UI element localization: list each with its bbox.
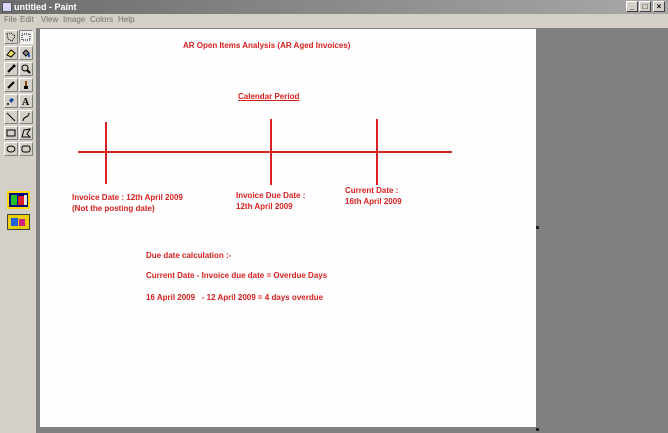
curve-icon[interactable] bbox=[19, 110, 33, 124]
title-bar bbox=[0, 0, 668, 14]
resize-handle-corner[interactable] bbox=[536, 428, 539, 431]
toolbox bbox=[0, 28, 36, 433]
pencil-icon[interactable] bbox=[4, 78, 18, 92]
diagram-title: AR Open Items Analysis (AR Aged Invoices) bbox=[183, 41, 351, 50]
rectangle-icon[interactable] bbox=[4, 126, 18, 140]
polygon-icon[interactable] bbox=[19, 126, 33, 140]
line-icon[interactable] bbox=[4, 110, 18, 124]
calendar-period-label: Calendar Period bbox=[238, 92, 300, 101]
invoice-date-label: Invoice Date : 12th April 2009 bbox=[72, 193, 183, 202]
invoice-date-marker bbox=[105, 122, 107, 184]
window-title: untitled - Paint bbox=[14, 2, 77, 12]
current-date-value: 16th April 2009 bbox=[345, 197, 402, 206]
close-icon[interactable]: × bbox=[653, 1, 665, 12]
menu-image[interactable]: Image bbox=[63, 15, 86, 24]
menu-bar bbox=[0, 14, 668, 26]
magnifier-icon[interactable] bbox=[19, 62, 33, 76]
brush-icon[interactable] bbox=[19, 78, 33, 92]
current-date-marker bbox=[376, 119, 378, 185]
menu-edit[interactable]: Edit bbox=[20, 15, 34, 24]
overdue-formula: Current Date - Invoice due date = Overdue Days bbox=[146, 271, 328, 280]
overdue-example: 16 April 2009 - 12 April 2009 = 4 days overdue bbox=[146, 293, 324, 302]
maximize-icon[interactable]: □ bbox=[639, 1, 651, 12]
due-date-value: 12th April 2009 bbox=[236, 202, 293, 211]
text-icon[interactable] bbox=[19, 94, 33, 108]
minimize-icon[interactable]: _ bbox=[626, 1, 638, 12]
drawing-canvas[interactable] bbox=[40, 29, 536, 427]
eyedropper-icon[interactable] bbox=[4, 62, 18, 76]
rounded-rectangle-icon[interactable] bbox=[19, 142, 33, 156]
due-date-marker bbox=[270, 119, 272, 185]
ellipse-icon[interactable] bbox=[4, 142, 18, 156]
free-form-select-icon[interactable] bbox=[4, 30, 18, 44]
calc-heading: Due date calculation :- bbox=[146, 251, 232, 260]
invoice-date-note: (Not the posting date) bbox=[72, 204, 155, 213]
color-palette-background[interactable] bbox=[7, 214, 30, 230]
select-icon[interactable] bbox=[19, 30, 33, 44]
timeline-axis bbox=[78, 151, 452, 153]
due-date-label: Invoice Due Date : bbox=[236, 191, 306, 200]
menu-help[interactable]: Help bbox=[118, 15, 135, 24]
menu-file[interactable]: File bbox=[4, 15, 17, 24]
eraser-icon[interactable] bbox=[4, 46, 18, 60]
svg-text:A: A bbox=[22, 97, 30, 106]
resize-handle-right[interactable] bbox=[536, 226, 539, 229]
fill-icon[interactable] bbox=[19, 46, 33, 60]
menu-colors[interactable]: Colors bbox=[90, 15, 114, 24]
airbrush-icon[interactable] bbox=[4, 94, 18, 108]
paint-app-icon[interactable] bbox=[2, 2, 12, 12]
color-palette-foreground[interactable] bbox=[7, 191, 30, 209]
current-date-label: Current Date : bbox=[345, 186, 399, 195]
menu-view[interactable]: View bbox=[41, 15, 59, 24]
